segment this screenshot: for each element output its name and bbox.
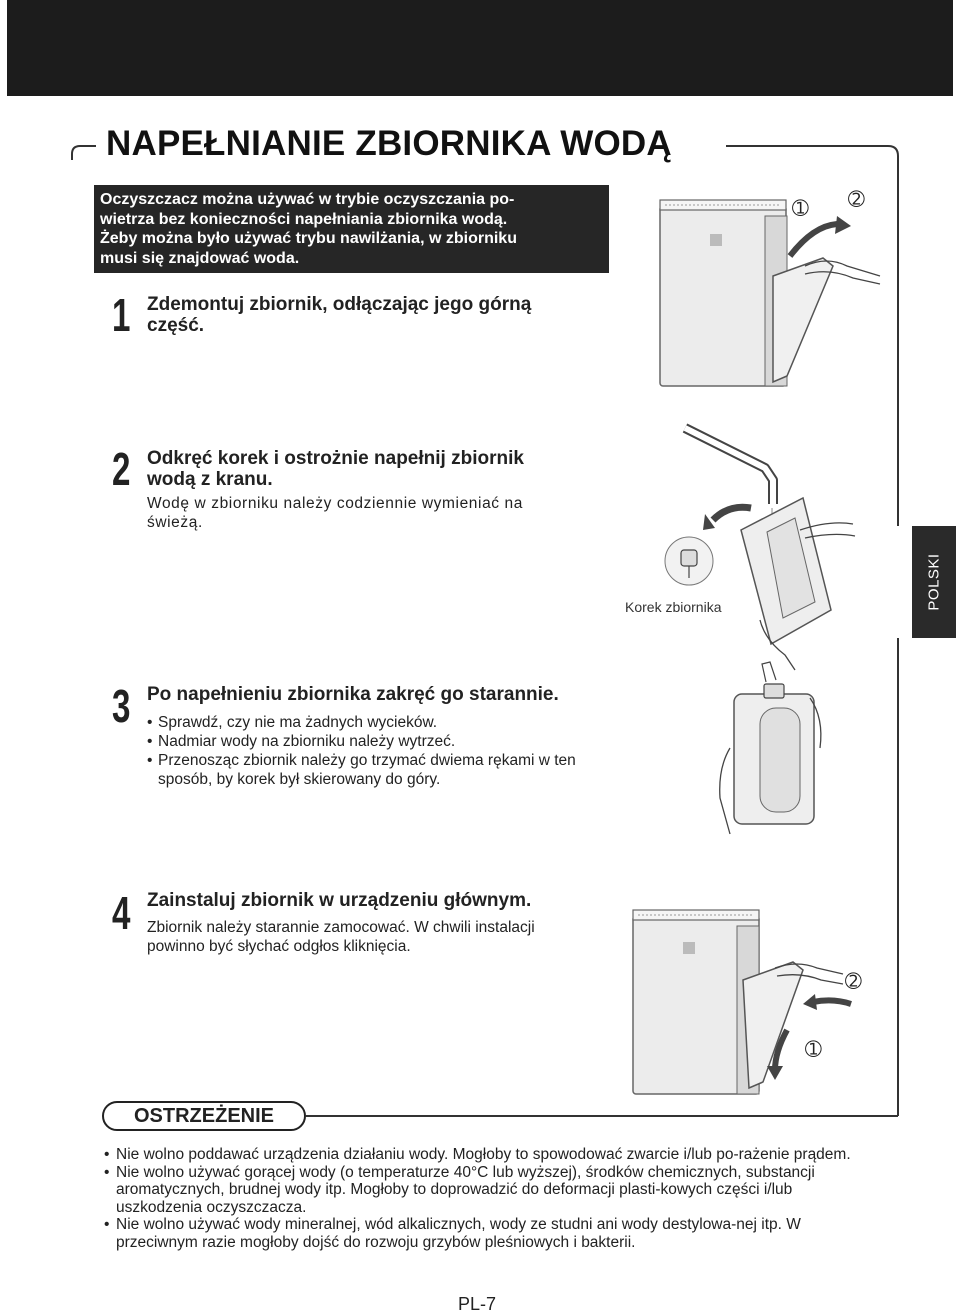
page-title: NAPEŁNIANIE ZBIORNIKA WODĄ	[106, 124, 672, 163]
marker-2: ➁	[848, 187, 865, 211]
warning-title: OSTRZEŻENIE	[102, 1101, 306, 1131]
step-number: 2	[112, 443, 131, 495]
step-heading	[147, 294, 617, 336]
warning-list	[104, 1146, 870, 1251]
page-number: PL-7	[458, 1294, 497, 1314]
illustration-carry-tank	[700, 658, 830, 838]
warning-item: • Nie wolno poddawać urządzenia działaniu wody. Mogłoby to spowodować zwarcie i/lub po-rażenie prądem.	[104, 1146, 870, 1164]
step-body-line: powinno być słychać odgłos kliknięcia.	[147, 938, 411, 955]
illustration-fill-tank	[655, 420, 865, 675]
intro-line: musi się znajdować woda.	[100, 249, 300, 267]
illustration-install-tank	[625, 902, 870, 1097]
step-bullets	[147, 713, 617, 789]
step-heading-line: Zdemontuj zbiornik, odłączając jego górną	[147, 294, 532, 315]
step-heading-line: wodą z kranu.	[147, 469, 273, 490]
step-body-line: świeżą.	[147, 514, 203, 531]
language-tab-label: POLSKI	[925, 553, 943, 611]
intro-line: wietrza bez konieczności napełniania zbiornika wodą.	[100, 210, 508, 228]
bullet-item: • Nadmiar wody na zbiorniku należy wytrzeć.	[147, 732, 617, 751]
intro-line: Oczyszczacz można używać w trybie oczyszczania po-	[100, 191, 515, 208]
step-heading: Zainstaluj zbiornik w urządzeniu głównym.	[147, 890, 532, 911]
warning-item: • Nie wolno używać wody mineralnej, wód alkalicznych, wody ze studni ani wody destylowa-nej itp. W przeciwnym razie mogłoby dojść do rozwoju grzybów pleśniowych i bakterii.	[104, 1216, 870, 1251]
step-heading: Po napełnieniu zbiornika zakręć go starannie.	[147, 684, 559, 705]
tank-cap-label: Korek zbiornika	[625, 599, 722, 615]
intro-box	[94, 185, 609, 273]
header-bar	[7, 0, 953, 96]
step-heading	[147, 448, 617, 490]
step-body-line: Zbiornik należy starannie zamocować. W chwili instalacji	[147, 919, 535, 936]
step-body	[147, 494, 617, 532]
step-body	[147, 918, 617, 956]
bullet-item: • Sprawdź, czy nie ma żadnych wycieków.	[147, 713, 617, 732]
illustration-remove-tank	[655, 186, 880, 396]
language-tab	[912, 526, 956, 638]
marker-1: ➀	[805, 1037, 822, 1061]
step-number: 1	[112, 289, 131, 341]
warning-item: • Nie wolno używać gorącej wody (o temperaturze 40°C lub wyższej), środków chemicznych, substancji aromatycznych, brudnej wody itp. Mogłoby to doprowadzić do deformacji plasti-kowych części i/lub uszkodzenia oczyszczacza.	[104, 1164, 870, 1217]
intro-line: Żeby można było używać trybu nawilżania, w zbiorniku	[100, 230, 517, 247]
bullet-item: • Przenosząc zbiornik należy go trzymać dwiema rękami w ten sposób, by korek był skierowany do góry.	[147, 751, 617, 789]
step-number: 4	[112, 887, 131, 939]
step-heading-line: część.	[147, 315, 205, 336]
step-number: 3	[112, 680, 131, 732]
step-body-line: Wodę w zbiorniku należy codziennie wymieniać na	[147, 495, 523, 512]
marker-2: ➁	[845, 969, 862, 993]
marker-1: ➀	[792, 196, 809, 220]
step-heading-line: Odkręć korek i ostrożnie napełnij zbiornik	[147, 448, 524, 469]
